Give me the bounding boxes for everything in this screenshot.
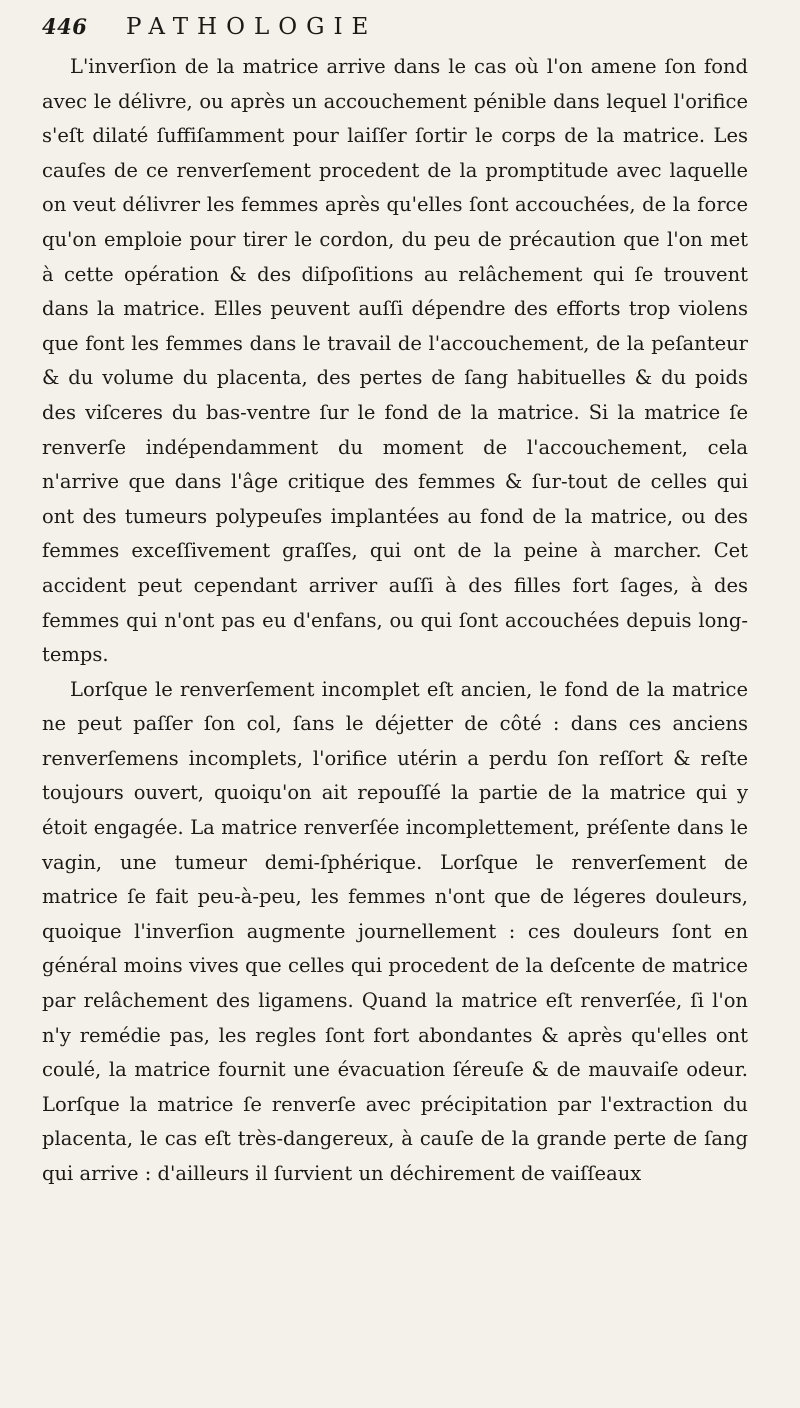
page-header: [42, 14, 748, 44]
running-head: PATHOLOGIE: [126, 14, 378, 40]
paragraph: Lorſque le renverſement incomplet eſt ancien, le fond de la matrice ne peut paſſer ſon col, ſans le déjetter de côté : dans ces anciens renverſemens incomplets, l'orifice utérin a perdu ſon reſſort & reſte toujours ouvert, quoiqu'on ait repouſſé la partie de la matrice qui y étoit engagée. La matrice renverſée incomplettement, préſente dans le vagin, une tumeur demi-ſphérique. Lorſque le renverſement de matrice ſe fait peu-à-peu, les femmes n'ont que de légeres douleurs, quoique l'inverſion augmente journellement : ces douleurs ſont en général moins vives que celles qui procedent de la deſcente de matrice par relâchement des ligamens. Quand la matrice eſt renverſée, ſi l'on n'y remédie pas, les regles ſont fort abondantes & après qu'elles ont coulé, la matrice fournit une évacuation ſéreuſe & de mauvaiſe odeur. Lorſque la matrice ſe renverſe avec précipitation par l'extraction du placenta, le cas eſt très-dangereux, à cauſe de la grande perte de ſang qui arrive : d'ailleurs il ſurvient un déchirement de vaiſſeaux: [42, 677, 748, 1185]
paragraph: L'inverſion de la matrice arrive dans le cas où l'on amene ſon fond avec le délivre, ou après un accouchement pénible dans lequel l'orifice s'eſt dilaté ſuffiſamment pour laiſſer ſortir le corps de la matrice. Les cauſes de ce renverſement procedent de la promptitude avec laquelle on veut délivrer les femmes après qu'elles ſont accouchées, de la force qu'on emploie pour tirer le cordon, du peu de précaution que l'on met à cette opération & des diſpoſitions au relâchement qui ſe trouvent dans la matrice. Elles peuvent auſſi dépendre des efforts trop violens que font les femmes dans le travail de l'accouchement, de la peſanteur & du volume du placenta, des pertes de ſang habituelles & du poids des viſceres du bas-ventre ſur le fond de la matrice. Si la matrice ſe renverſe indépendamment du moment de l'accouchement, cela n'arrive que dans l'âge critique des femmes & ſur-tout de celles qui ont des tumeurs polypeuſes implantées au fond de la matrice, ou des femmes exceſſivement graſſes, qui ont de la peine à marcher. Cet accident peut cependant arriver auſſi à des filles fort ſages, à des femmes qui n'ont pas eu d'enfans, ou qui ſont accouchées depuis long-temps.: [42, 55, 748, 667]
body-text: [42, 50, 748, 1192]
page-number: 446: [42, 14, 88, 39]
